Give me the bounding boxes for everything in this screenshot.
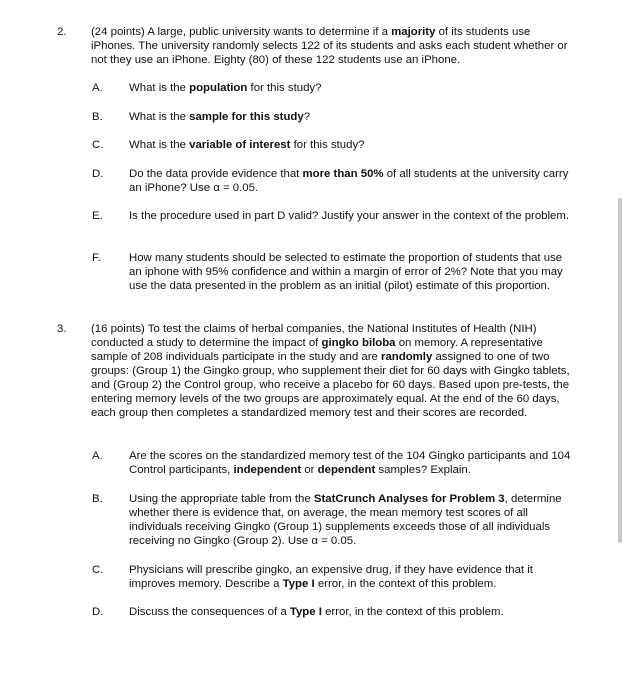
- text-run: for this study?: [247, 82, 322, 94]
- bold-text-run: Type I: [282, 578, 315, 590]
- q3-part-d-letter: D.: [92, 606, 104, 618]
- question-2-number: 2.: [57, 26, 67, 38]
- q2-part-a-letter: A.: [92, 82, 103, 94]
- q2-part-e-letter: E.: [92, 210, 103, 222]
- q2-part-a-text: [129, 81, 574, 95]
- text-run: Are the scores on the standardized memory test of the 104 Gingko participants and 104 Control participants,: [129, 450, 571, 476]
- q3-part-b-letter: B.: [92, 493, 103, 505]
- bold-text-run: dependent: [317, 464, 376, 476]
- text-run: Do the data provide evidence that: [129, 168, 303, 180]
- bold-text-run: independent: [233, 464, 302, 476]
- q3-part-c-letter: C.: [92, 564, 104, 576]
- bold-text-run: gingko biloba: [321, 337, 396, 349]
- text-run: (16 points) To test the claims of herbal companies, the National Institutes of Health (NIH) conducted a study to determine the impact of: [91, 323, 537, 349]
- text-run: Is the procedure used in part D valid? Justify your answer in the context of the problem.: [129, 210, 570, 222]
- text-run: assigned to one of two groups: (Group 1) the Gingko group, who supplement their diet for 60 days with Gingko tablets, and (Group 2) the Control group, who receive a placebo for 60 days. Based upon pre-tests, the entering memory levels of the two groups are approximately equal. At the end of the 60 days, each group then completes a standardized memory test and their scores are recorded.: [91, 351, 570, 419]
- bold-text-run: Type I: [289, 606, 322, 618]
- bold-text-run: population: [189, 82, 248, 94]
- q2-part-b-text: [129, 110, 574, 124]
- text-run: How many students should be selected to estimate the proportion of students that use an iphone with 95% confidence and within a margin of error of 2%? Note that you may use the data presented in the problem as an initial (pilot) estimate of this proportion.: [129, 252, 563, 292]
- q2-part-e-text: [129, 209, 574, 223]
- bold-text-run: sample for this study: [189, 111, 304, 123]
- vertical-scrollbar[interactable]: [618, 198, 622, 543]
- q3-part-a-text: [129, 449, 574, 477]
- q2-part-f-letter: F.: [92, 252, 101, 264]
- q2-part-d-letter: D.: [92, 168, 104, 180]
- bold-text-run: StatCrunch Analyses for Problem 3: [313, 493, 505, 505]
- q3-part-b-text: [129, 492, 574, 548]
- q2-part-c-letter: C.: [92, 139, 104, 151]
- text-run: of all students at the university carry an iPhone? Use α = 0.05.: [129, 168, 569, 194]
- text-run: Physicians will prescribe gingko, an expensive drug, if they have evidence that it improves memory. Describe a: [129, 564, 533, 590]
- q3-part-a-letter: A.: [92, 450, 103, 462]
- text-run: on memory. A representative sample of 208 individuals participate in the study and are: [91, 337, 543, 363]
- question-3-number: 3.: [57, 323, 67, 335]
- text-run: , determine whether there is evidence that, on average, the mean memory test scores of all individuals receiving Gingko (Group 1) supplements exceeds those of all individuals receiving no Gingko (Group 2). Use α = 0.05.: [129, 493, 562, 547]
- bold-text-run: majority: [391, 26, 436, 38]
- text-run: What is the: [129, 111, 190, 123]
- text-run: What is the: [129, 139, 190, 151]
- text-run: error, in the context of this problem.: [321, 606, 504, 618]
- q3-part-d-text: [129, 605, 574, 619]
- question-2-text: [91, 25, 571, 67]
- bold-text-run: randomly: [381, 351, 433, 363]
- q3-part-c-text: [129, 563, 574, 591]
- text-run: error, in the context of this problem.: [314, 578, 497, 590]
- text-run: (24 points) A large, public university wants to determine if a: [91, 26, 392, 38]
- q2-part-f-text: [129, 251, 574, 293]
- text-run: What is the: [129, 82, 190, 94]
- q2-part-c-text: [129, 138, 574, 152]
- q2-part-b-letter: B.: [92, 111, 103, 123]
- text-run: of its students use iPhones. The university randomly selects 122 of its students and asks each student whether or not they use an iPhone. Eighty (80) of these 122 students use an iPhone.: [91, 26, 568, 66]
- question-3-text: [91, 322, 571, 420]
- text-run: Using the appropriate table from the: [129, 493, 314, 505]
- q2-part-d-text: [129, 167, 574, 195]
- text-run: samples? Explain.: [375, 464, 471, 476]
- text-run: ?: [303, 111, 311, 123]
- bold-text-run: more than 50%: [302, 168, 384, 180]
- text-run: Discuss the consequences of a: [129, 606, 290, 618]
- bold-text-run: variable of interest: [189, 139, 291, 151]
- text-run: for this study?: [290, 139, 365, 151]
- text-run: or: [301, 464, 318, 476]
